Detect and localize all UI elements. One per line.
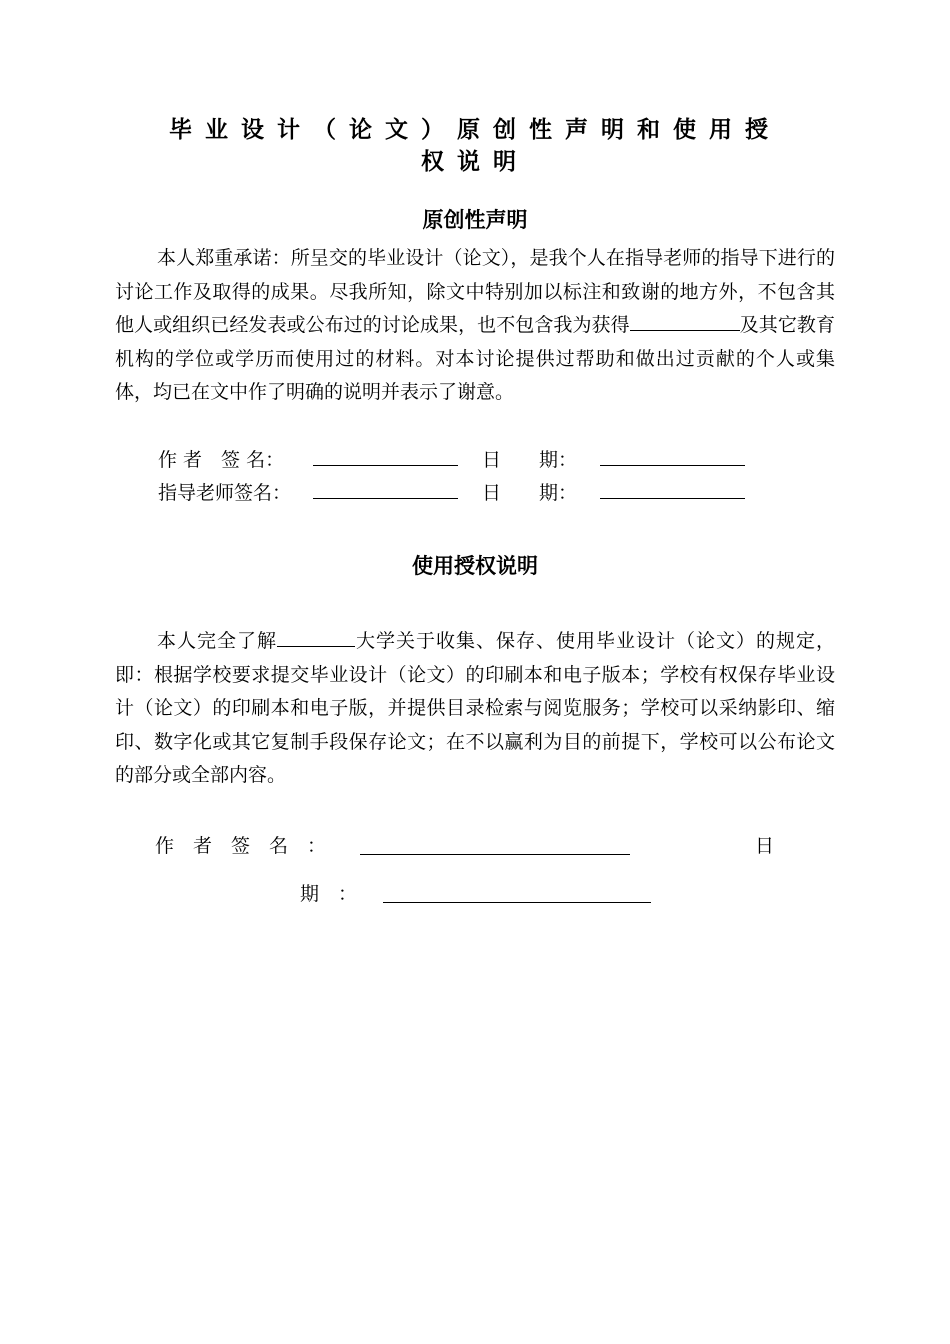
authorization-author-label: 作 者 签 名 ： [155, 835, 327, 857]
document-title-line-1: 毕业设计（论文）原创性声明和使用授 [169, 117, 781, 143]
advisor-signature-label: 指导老师签名： [158, 482, 292, 504]
document-title-line-2: 权说明 [421, 149, 529, 175]
author-signature-row [158, 445, 745, 475]
degree-institution-blank[interactable] [630, 310, 740, 331]
authorization-date-char-2: 期 ： [300, 883, 358, 905]
author-signature-label: 作 者 签 名： [158, 449, 285, 471]
authorization-author-signature-line[interactable] [360, 854, 630, 855]
originality-text-part-1: 本人郑重承诺：所呈交的毕业设计（论文），是我个人在指导老师的指导下进行的讨论工作及取得的成果。尽我所知，除文中特别加以标注和致谢的地方外，不包含其他人或组织已经发表或公布过的讨论成果，也不包含我为获得 [115, 247, 835, 336]
authorization-text-part-1: 本人完全了解 [157, 630, 277, 652]
authorization-date-char-1: 日 [755, 835, 775, 857]
originality-paragraph [115, 242, 835, 410]
originality-text-part-2: 及其它教育机构的学位或学历而使用过的材料。对本讨论提供过帮助和做出过贡献的个人或集体，均已在文中作了明确的说明并表示了谢意。 [115, 314, 835, 403]
university-name-blank[interactable] [277, 626, 355, 647]
authorization-paragraph [115, 625, 835, 793]
advisor-date-line[interactable] [600, 478, 745, 499]
authorization-date-line[interactable] [383, 902, 651, 903]
author-date-line[interactable] [600, 445, 745, 466]
author-signature-line[interactable] [313, 445, 458, 466]
advisor-signature-line[interactable] [313, 478, 458, 499]
authorization-heading: 使用授权说明 [412, 554, 538, 578]
authorization-text-part-2: 大学关于收集、保存、使用毕业设计（论文）的规定，即：根据学校要求提交毕业设计（论文）的印刷本和电子版本；学校有权保存毕业设计（论文）的印刷本和电子版，并提供目录检索与阅览服务；学校可以采纳影印、缩印、数字化或其它复制手段保存论文；在不以赢利为目的前提下，学校可以公布论文的部分或全部内容。 [115, 630, 835, 786]
advisor-signature-row [158, 478, 745, 508]
author-date-label: 日 期： [482, 449, 578, 471]
advisor-date-label: 日 期： [482, 482, 578, 504]
originality-heading: 原创性声明 [422, 208, 528, 232]
